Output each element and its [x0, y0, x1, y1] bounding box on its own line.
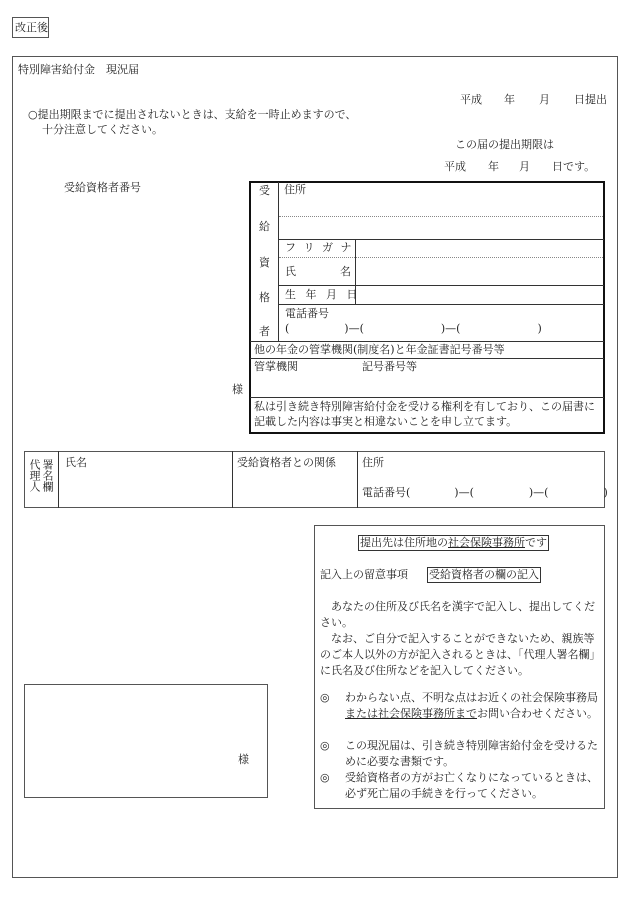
side-char: 者 — [259, 325, 270, 338]
divider — [357, 451, 358, 508]
divider — [250, 341, 604, 342]
mailing-address-box[interactable] — [24, 684, 268, 798]
deadline-date — [444, 160, 595, 174]
side-char: 受 — [259, 184, 270, 197]
furigana-field[interactable] — [356, 240, 603, 257]
submit-day: 日提出 — [574, 93, 607, 106]
side-char: 資 — [259, 256, 270, 269]
phone-label: 電話番号 — [285, 307, 329, 320]
side-char: 給 — [259, 220, 270, 233]
divider — [58, 451, 59, 508]
divider — [279, 304, 604, 305]
submit-month: 月 — [539, 93, 550, 106]
mailing-honorific: 様 — [238, 753, 249, 766]
bullet-icon: ◎ — [320, 691, 330, 704]
instruction-para-2: なお、ご自分で記入することができないため、親族等のご本人以外の方が記入されるときは、「代理人署名欄」に氏名及び住所などを記入してください。 — [320, 632, 601, 677]
honorific: 様 — [232, 383, 243, 396]
agent-label: 代理人 — [28, 459, 41, 492]
bullet-1-underlined: または社会保険事務所まで — [345, 707, 477, 720]
bullet-icon: ◎ — [320, 771, 330, 784]
destination-office: 社会保険事務所 — [448, 536, 525, 549]
recipient-number-label: 受給資格者番号 — [64, 181, 141, 194]
instruction-bullet-2: この現況届は、引き続き特別障害給付金を受けるために必要な書類です。 — [345, 739, 598, 768]
revision-label: 改正後 — [12, 17, 49, 38]
notes-section-title: 受給資格者の欄の記入 — [429, 568, 539, 581]
agency-label: 管掌機関 — [254, 360, 298, 373]
declaration-text: 私は引き続き特別障害給付金を受ける権利を有しており、この届書に記載した内容は事実と相違ないことを申し立てます。 — [254, 400, 595, 428]
agent-relation-label: 受給資格者との関係 — [237, 456, 336, 469]
instruction-bullet-3: 受給資格者の方がお亡くなりになっているときは、必ず死亡届の手続きを行ってください。 — [345, 771, 598, 800]
submit-date[interactable] — [460, 93, 607, 107]
birthdate-label: 生 年 月 日 — [285, 288, 361, 301]
agency-field[interactable] — [251, 374, 603, 396]
notice-line-2: 十分注意してください。 — [42, 123, 163, 136]
agent-name-label: 氏名 — [65, 456, 87, 469]
deadline-era: 平成 — [444, 160, 466, 173]
destination-suffix: です — [525, 536, 547, 549]
agent-phone-field[interactable]: 電話番号( )—( )—( ) — [362, 486, 608, 499]
furigana-label: フ リ ガ ナ — [285, 241, 354, 254]
address-field[interactable] — [279, 183, 603, 239]
agent-address-label: 住所 — [362, 456, 384, 469]
submit-year: 年 — [504, 93, 515, 106]
notice-line-1: ○提出期限までに提出されないときは、支給を一時止めますので、 — [28, 108, 357, 121]
address-label: 住所 — [284, 183, 306, 196]
instruction-para-1: あなたの住所及び氏名を漢字で記入し、提出してください。 — [320, 600, 595, 629]
agent-name-field[interactable] — [60, 470, 230, 506]
name-label-1: 氏 — [285, 265, 296, 278]
divider — [250, 397, 604, 398]
phone-field[interactable]: ( )—( )—( ) — [285, 322, 542, 335]
divider — [250, 358, 604, 359]
deadline-month: 月 — [519, 160, 530, 173]
deadline-label: この届の提出期限は — [455, 138, 554, 151]
bullet-1-text: わからない点、不明な点はお近くの社会保険事務局 — [345, 691, 598, 704]
instruction-bullet-1 — [345, 690, 603, 722]
name-field[interactable] — [356, 258, 603, 285]
form-title: 特別障害給付金 現況届 — [18, 63, 139, 76]
bullet-icon: ◎ — [320, 739, 330, 752]
other-pension-label: 他の年金の管掌機関(制度名)と年金証書記号番号等 — [254, 343, 505, 356]
deadline-year: 年 — [488, 160, 499, 173]
bullet-1-text-end: お問い合わせください。 — [477, 707, 598, 720]
name-label-2: 名 — [340, 265, 351, 278]
destination-prefix: 提出先は住所地の — [360, 536, 448, 549]
birthdate-field[interactable] — [356, 286, 603, 304]
side-char: 格 — [259, 291, 270, 304]
symbol-number-label: 記号番号等 — [362, 360, 417, 373]
destination-notice — [358, 535, 549, 551]
divider — [232, 451, 233, 508]
notes-label: 記入上の留意事項 — [320, 568, 408, 581]
agent-relation-field[interactable] — [234, 470, 355, 506]
deadline-day: 日です。 — [552, 160, 596, 173]
agent-signature-label: 署名欄 — [41, 459, 54, 492]
submit-era: 平成 — [460, 93, 482, 106]
